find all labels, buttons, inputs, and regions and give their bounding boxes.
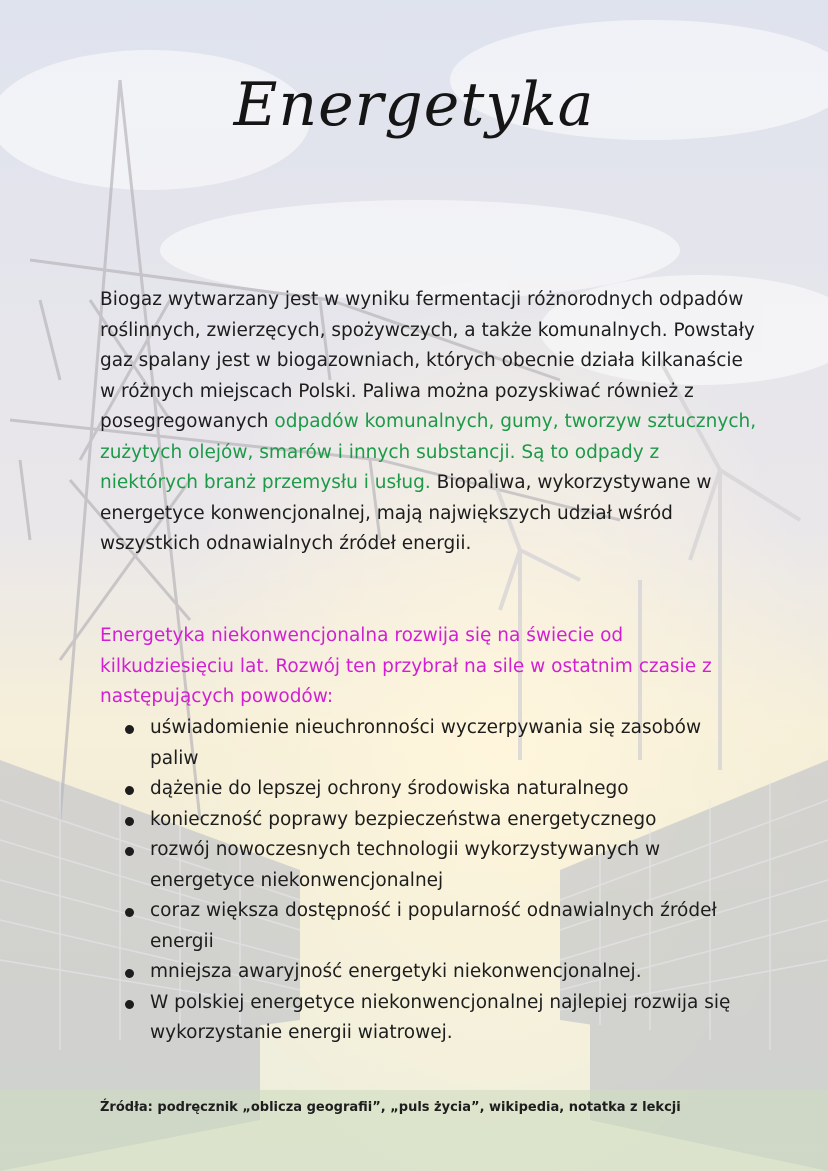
biogas-paragraph-outro: Biopaliwa, wykorzystywane w energetyce konwencjonalnej, mają największych udział wśród wszystkich odnawialnych źródeł energii. xyxy=(100,472,712,554)
biogas-paragraph-intro: Biogaz wytwarzany jest w wyniku fermentacji różnorodnych odpadów roślinnych, zwierzęcych, spożywczych, a także komunalnych. Powstały gaz spalany jest w biogazowniach, których obecnie działa kilkanaście w różnych miejscach Polski. Paliwa można pozyskiwać również z posegregowanych xyxy=(100,289,755,432)
sources-footnote: Źródła: podręcznik „oblicza geografii”, „puls życia”, wikipedia, notatka z lekcji xyxy=(100,1100,681,1115)
list-item: konieczność poprawy bezpieczeństwa energetycznego xyxy=(100,805,740,836)
list-item: mniejsza awaryjność energetyki niekonwencjonalnej. xyxy=(100,957,740,988)
list-item: coraz większa dostępność i popularność odnawialnych źródeł energii xyxy=(100,896,740,957)
reasons-list xyxy=(100,713,740,1049)
biogas-paragraph-highlight: odpadów komunalnych, gumy, tworzyw sztucznych, zużytych olejów, smarów i innych substancji. Są to odpady z niektórych branż przemysłu i usług. xyxy=(100,411,757,493)
biogas-paragraph xyxy=(100,285,760,560)
list-item: rozwój nowoczesnych technologii wykorzystywanych w energetyce niekonwencjonalnej xyxy=(100,835,740,896)
page-title: Energetyka xyxy=(233,70,595,140)
unconventional-energy-paragraph: Energetyka niekonwencjonalna rozwija się na świecie od kilkudziesięciu lat. Rozwój ten przybrał na sile w ostatnim czasie z następujących powodów: xyxy=(100,625,712,707)
list-item: W polskiej energetyce niekonwencjonalnej najlepiej rozwija się wykorzystanie energii wiatrowej. xyxy=(100,988,740,1049)
list-item: dążenie do lepszej ochrony środowiska naturalnego xyxy=(100,774,740,805)
list-item: uświadomienie nieuchronności wyczerpywania się zasobów paliw xyxy=(100,713,740,774)
